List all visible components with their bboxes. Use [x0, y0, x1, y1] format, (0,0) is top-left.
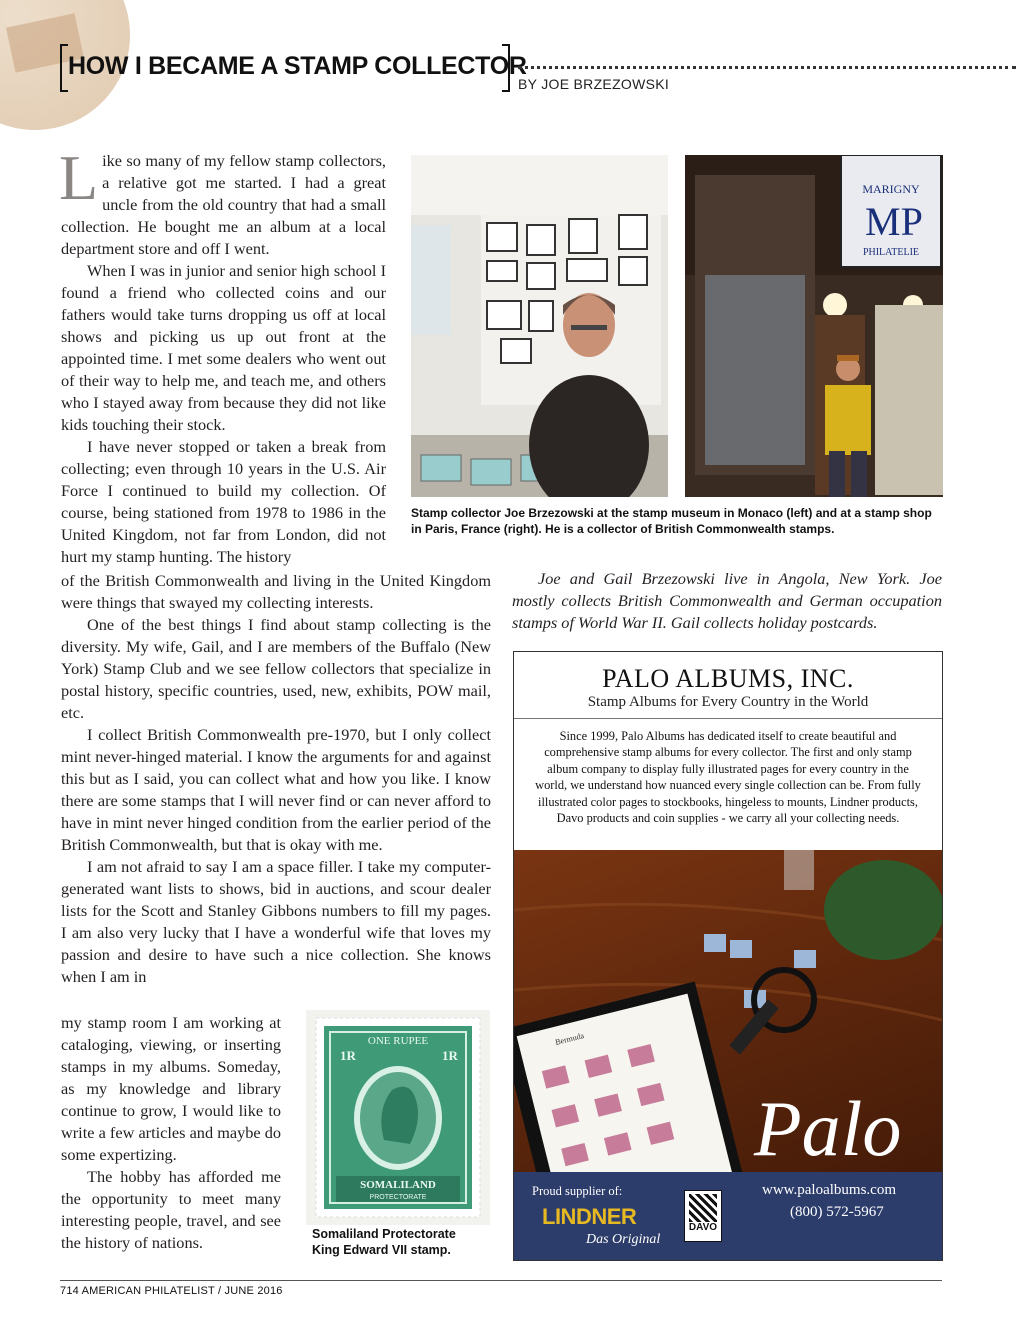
ad-description: Since 1999, Palo Albums has dedicated itself to create beautiful and comprehensive stamp albums for every collector. The first and only stamp album company to display fully illustrated pages for every country in the world, we understand how nuanced every single collection can be. From fully illustrated color pages to stockbooks, hingeless to mounts, Lindner products, Davo products and coin supplies - we carry all your collecting needs.	[535, 729, 921, 826]
sign-philatelie: PHILATELIE	[862, 247, 920, 258]
lindner-tagline: Das Original	[586, 1232, 661, 1247]
sign-mp: MP	[865, 199, 923, 244]
article-body-top	[59, 142, 386, 568]
photo-monaco-museum	[411, 155, 668, 497]
paragraph-2: When I was in junior and senior high school I found a friend who collected coins and our fathers would take turns dropping us off at local shows and picking us up out front at the appointed time. I met some dealers who went out of their way to help me, and teach me, and others who I stayed away from because they did not like kids touching their stock.	[61, 261, 386, 434]
ad-phone: (800) 572-5967	[790, 1204, 884, 1220]
ad-title: PALO ALBUMS, INC.	[602, 664, 854, 693]
author-note: Joe and Gail Brzezowski live in Angola, New York. Joe mostly collects British Commonwealth and German occupation stamps of World War II. Gail collects holiday postcards.	[512, 569, 942, 632]
album-page-label: Bermuda	[554, 1031, 585, 1047]
paragraph-5: I collect British Commonwealth pre-1970, but I only collect mint never-hinged material. I know the arguments for and against this but as I said, you can collect what and how you like. I know there are some stamps that I will never find or can never afford to have in mint never hinged condition from the earlier period of the British Commonwealth, but that is okay with me.	[61, 725, 491, 854]
palo-albums-ad	[513, 651, 943, 1261]
lindner-logo: LINDNER	[542, 1204, 637, 1229]
drop-cap: L	[59, 142, 99, 213]
stamp-bottom-1: SOMALILAND	[360, 1179, 436, 1191]
ad-divider	[514, 718, 942, 719]
title-bracket-right	[502, 44, 510, 92]
sign-marigny: MARIGNY	[862, 182, 920, 196]
ad-contact-band	[514, 1172, 942, 1260]
davo-logo	[684, 1190, 722, 1242]
paragraph-7: The hobby has afforded me the opportunity to meet many interesting people, travel, and see the history of nations.	[61, 1167, 281, 1252]
palo-logo: Palo	[754, 1085, 902, 1172]
article-body-bottom	[61, 1012, 281, 1254]
paragraph-1-text: ike so many of my fellow stamp collectors, a relative got me started. I had a great uncle from the old country that had a small collection. He bought me an album at a local department store and off I went.	[61, 151, 386, 258]
stamp-corner-left: 1R	[340, 1048, 356, 1063]
paragraph-6a: I am not afraid to say I am a space filler. I take my computer-generated want lists to shows, bid in auctions, and scour dealer lists for the Scott and Stanley Gibbons numbers to fill my pages. I am also very lucky that I have a wonderful wife that loves my passion and desire to have such a nice collection. She knows when I am in	[61, 857, 491, 986]
stamp-corner-right: 1R	[442, 1048, 458, 1063]
photo-caption: Stamp collector Joe Brzezowski at the stamp museum in Monaco (left) and at a stamp shop in Paris, France (right). He is a collector of British Commonwealth stamps.	[411, 506, 932, 536]
stamp-bottom-2: PROTECTORATE	[369, 1194, 427, 1201]
article-body-wide	[61, 570, 491, 988]
stamp-top-text: ONE RUPEE	[367, 1035, 429, 1047]
paragraph-4: One of the best things I find about stamp collecting is the diversity. My wife, Gail, and I are members of the Buffalo (New York) Stamp Club and we see fellow collectors that specialize in postal history, specific countries, used, new, exhibits, POW mail, etc.	[61, 615, 491, 722]
proud-supplier: Proud supplier of:	[532, 1184, 623, 1198]
footer-rule	[60, 1280, 942, 1281]
byline: BY JOE BRZEZOWSKI	[518, 76, 670, 92]
title-bracket-left	[60, 44, 68, 92]
page-footer: 714 AMERICAN PHILATELIST / JUNE 2016	[60, 1285, 283, 1297]
somaliland-stamp	[306, 1010, 490, 1225]
paragraph-3b: of the British Commonwealth and living in the United Kingdom were things that swayed my collecting interests.	[61, 571, 491, 612]
stamp-caption: Somaliland Protectorate King Edward VII stamp.	[312, 1227, 456, 1257]
paragraph-3a: I have never stopped or taken a break from collecting; even through 10 years in the U.S. Air Force I continued to build my collection. Of course, being stationed from 1978 to 1986 in the United Kingdom, not far from London, did not hurt my stamp hunting. The history	[61, 437, 386, 566]
paragraph-6b: my stamp room I am working at cataloging, viewing, or inserting stamps in my albums. Someday, as my knowledge and library continue to grow, I would like to write a few articles and maybe do some expertizing.	[61, 1013, 281, 1164]
ad-subtitle: Stamp Albums for Every Country in the World	[587, 694, 869, 710]
photo-paris-shop	[685, 155, 943, 497]
davo-label: DAVO	[688, 1222, 718, 1233]
ad-website[interactable]: www.paloalbums.com	[762, 1182, 897, 1198]
dotted-rule	[518, 66, 1016, 69]
article-title: HOW I BECAME A STAMP COLLECTOR	[68, 52, 527, 80]
paragraph-1	[59, 142, 386, 260]
